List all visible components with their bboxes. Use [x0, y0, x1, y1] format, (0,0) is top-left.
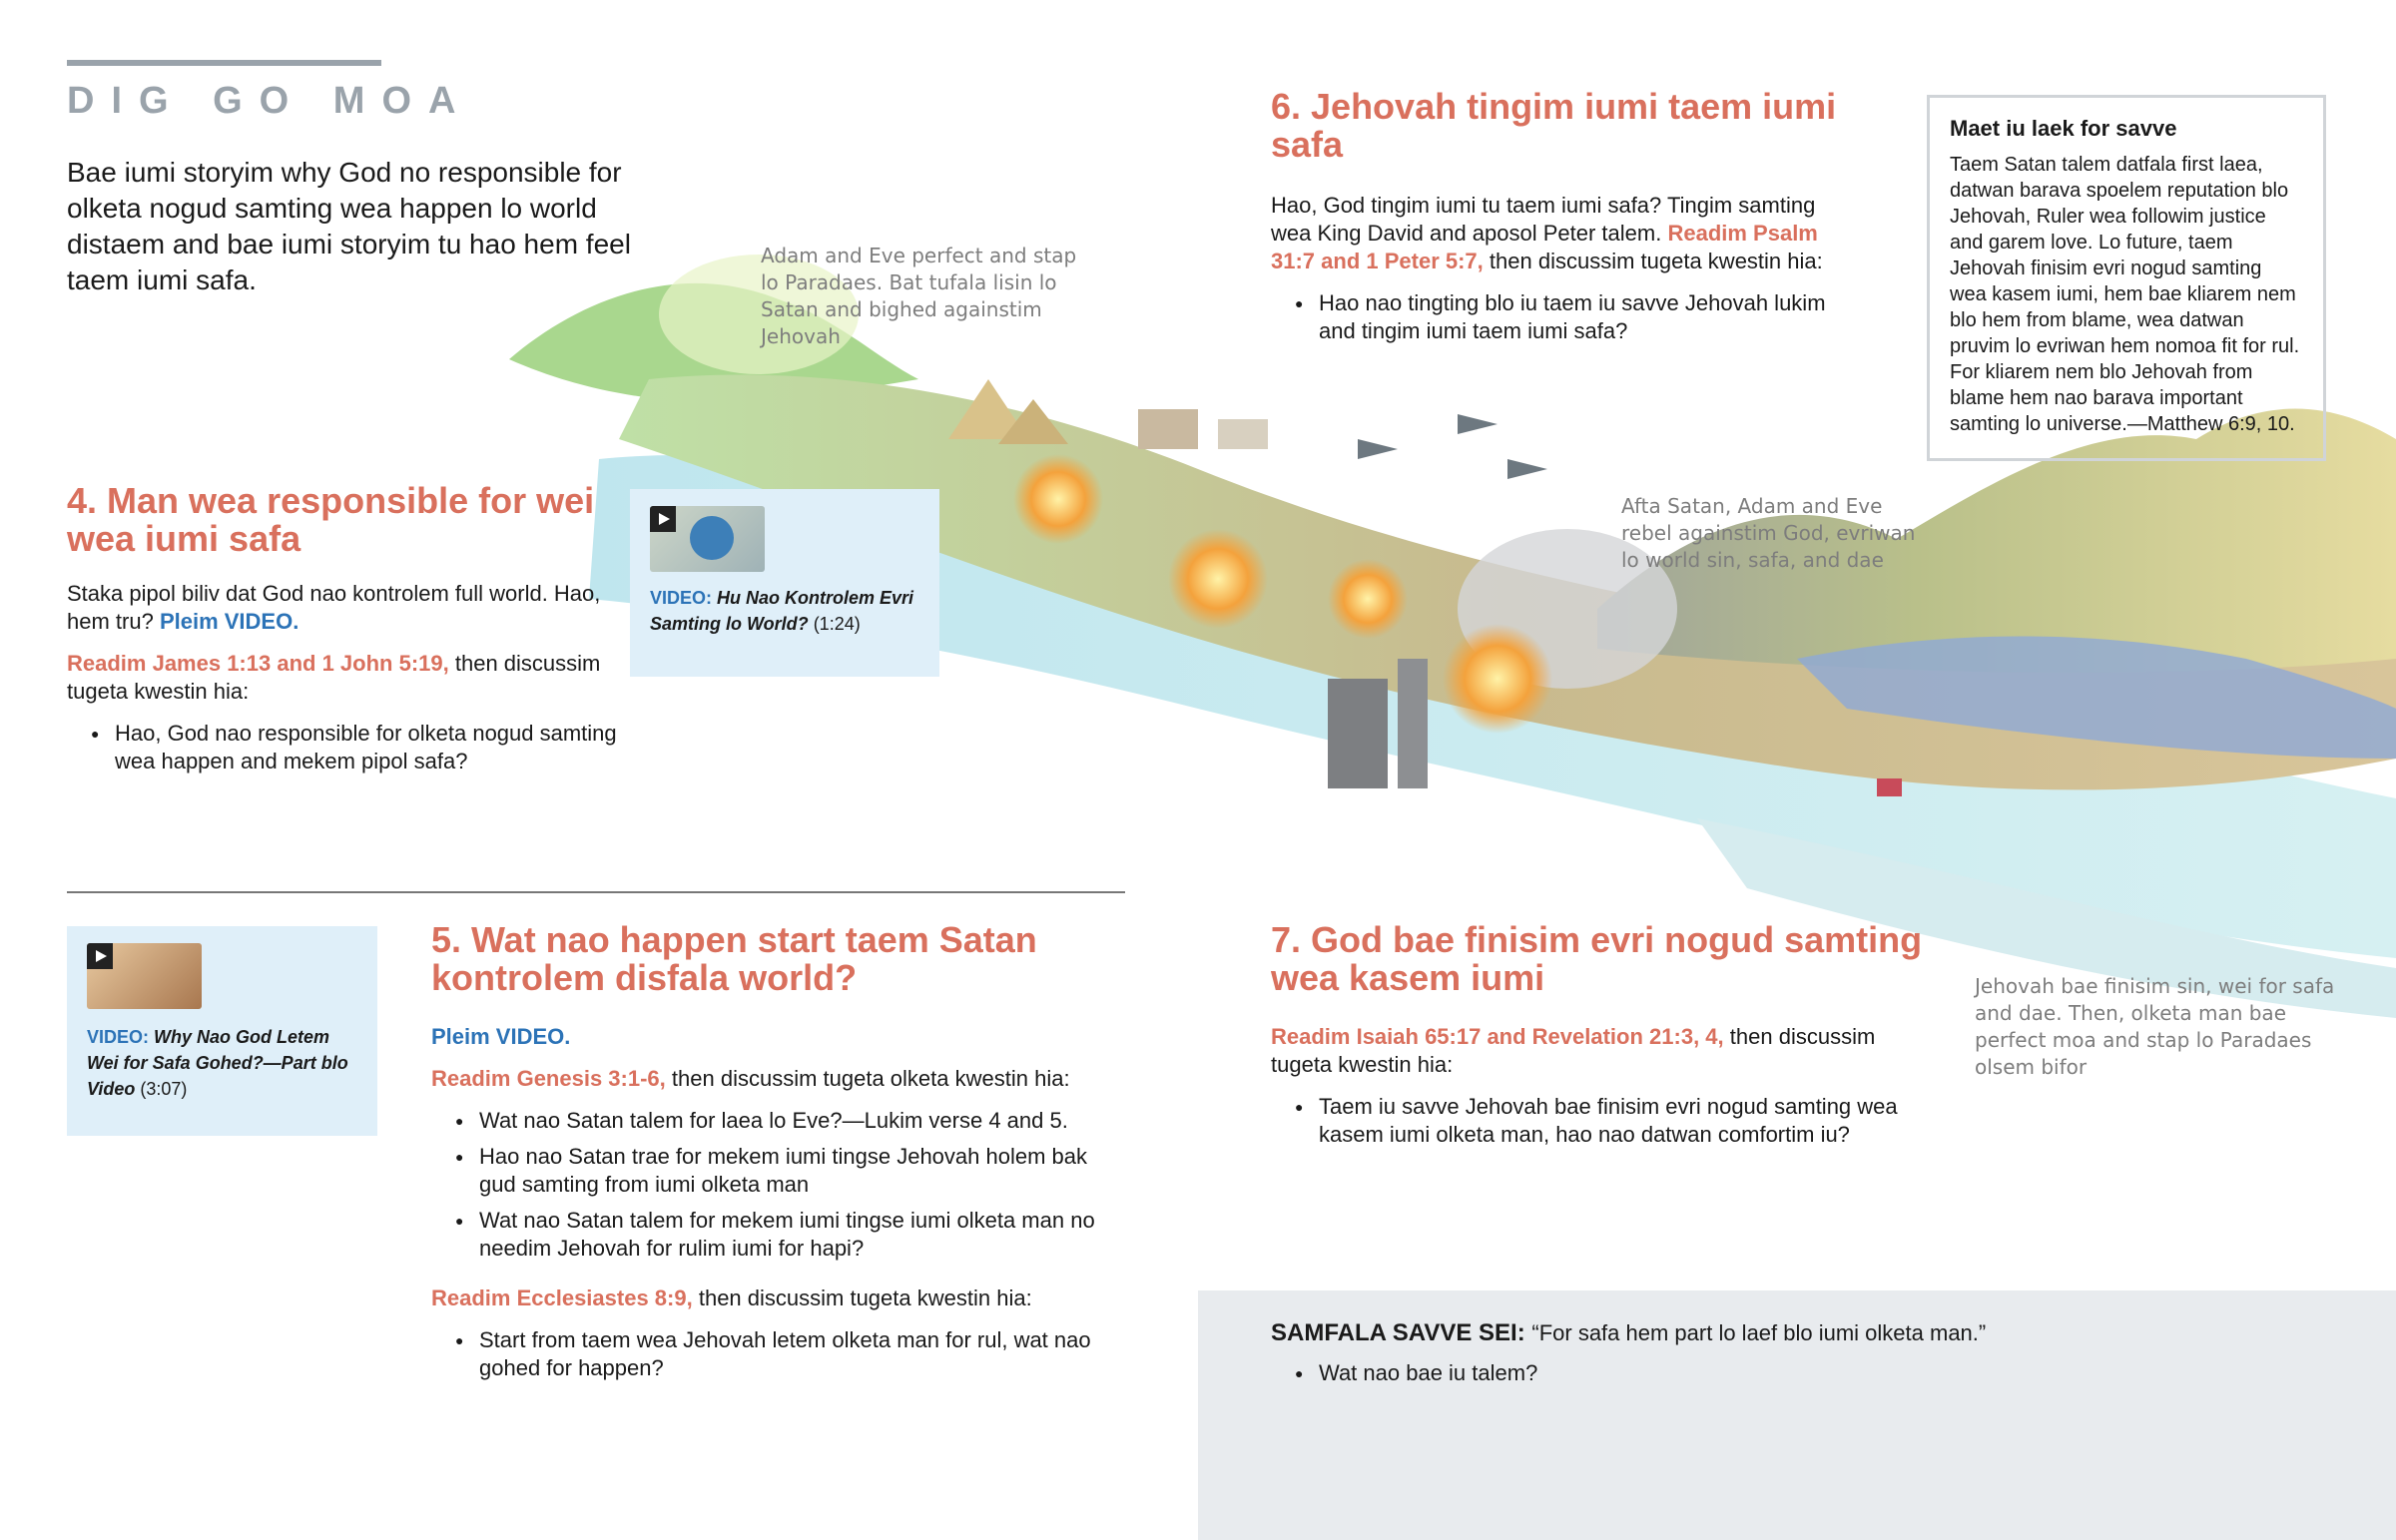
globe-icon [690, 516, 734, 560]
section-divider [67, 891, 1125, 893]
scripture-link[interactable]: Readim Genesis 3:1-6, [431, 1066, 666, 1091]
read-instruction: then discussim tugeta kwestin hia: [1489, 249, 1823, 273]
sidebar-body: Taem Satan talem datfala first laea, datwan barava spoelem reputation blo Jehovah, Ruler wea followim justice and garem love. Lo future, taem Jehovah finisim evri nogud samting wea kasem iumi, hem bae kliarem nem blo hem from blame, wea datwan pruvim lo evriwan hem nomoa fit for rul. For kliarem nem blo Jehovah from blame hem nao barava important samting lo universe.—Matthew 6:9, 10. [1950, 154, 2300, 435]
info-sidebar [1927, 95, 2326, 461]
question-item: ● Wat nao bae iu talem? [1271, 1359, 2349, 1387]
section-6 [1271, 88, 1860, 353]
highlight-label: SAMFALA SAVVE SEI: [1271, 1319, 1525, 1346]
question-item: ● Wat nao Satan talem for mekem iumi tingse iumi olketa man no needim Jehovah for rulim iumi for hapi? [431, 1207, 1110, 1263]
question-item: ● Hao nao Satan trae for mekem iumi tingse Jehovah holem bak gud samting from iumi olketa man [431, 1143, 1110, 1199]
header-rule [67, 60, 381, 66]
section-6-questions [1271, 289, 1860, 345]
sidebar-title: Maet iu laek for savve [1950, 116, 2177, 141]
scripture-link[interactable]: Readim Ecclesiastes 8:9, [431, 1285, 693, 1310]
highlight-box [1271, 1317, 2349, 1395]
play-icon[interactable] [87, 943, 113, 969]
section-7-heading: 7. God bae finisim evri nogud samting wea kasem iumi [1271, 919, 1923, 998]
video-card-4[interactable] [630, 489, 939, 677]
video-thumbnail[interactable] [87, 943, 202, 1009]
section-4 [67, 482, 626, 783]
video-card-5[interactable] [67, 926, 377, 1136]
section-5-questions-2 [431, 1326, 1110, 1382]
scripture-link[interactable]: Readim Isaiah 65:17 and Revelation 21:3, 4, [1271, 1024, 1724, 1049]
section-4-text [67, 580, 626, 636]
read-instruction: then discussim tugeta kwestin hia: [67, 651, 601, 704]
video-name: Why Nao God Letem Wei for Safa Gohed?—Part blo Video [87, 1027, 348, 1099]
highlight-questions [1271, 1359, 2349, 1387]
section-5-read1 [431, 1065, 1110, 1093]
highlight-line [1271, 1317, 2349, 1349]
section-label: DIG GO MOA [67, 80, 473, 122]
question-item: ● Wat nao Satan talem for laea lo Eve?—Lukim verse 4 and 5. [431, 1107, 1110, 1135]
caption-paradise: Jehovah bae finisim sin, wei for safa and dae. Then, olketa man bae perfect moa and stap lo Paradaes olsem bifor [1975, 974, 2335, 1079]
section-4-heading: 4. Man wea responsible for wei wea iumi safa [67, 480, 595, 559]
video-duration: (1:24) [813, 614, 861, 634]
section-6-heading: 6. Jehovah tingim iumi taem iumi safa [1271, 86, 1837, 165]
section-4-body: Staka pipol biliv dat God nao kontrolem full world. Hao, hem tru? [67, 581, 601, 634]
video-duration: (3:07) [140, 1079, 188, 1099]
play-video-link[interactable]: Pleim VIDEO. [159, 609, 300, 634]
question-item: ● Hao nao tingting blo iu taem iu savve Jehovah lukim and tingim iumi taem iumi safa? [1271, 289, 1860, 345]
section-7-read [1271, 1023, 1930, 1079]
scripture-link[interactable]: Readim James 1:13 and 1 John 5:19, [67, 651, 449, 676]
section-7 [1271, 921, 1930, 1157]
play-video-link[interactable]: Pleim VIDEO. [431, 1024, 571, 1049]
section-5-read2 [431, 1284, 1110, 1312]
section-5-questions-1 [431, 1107, 1110, 1263]
section-5 [431, 921, 1110, 1390]
video-title-5[interactable] [87, 1024, 361, 1102]
caption-rebellion: Afta Satan, Adam and Eve rebel againstim God, evriwan lo world sin, safa, and dae [1621, 494, 1916, 572]
read-instruction: then discussim tugeta olketa kwestin hia: [671, 1066, 1070, 1091]
section-4-read [67, 650, 626, 706]
video-name: Hu Nao Kontrolem Evri Samting lo World? [650, 588, 914, 634]
video-label: VIDEO: [87, 1027, 150, 1047]
section-4-questions [67, 720, 626, 775]
question-item: ● Taem iu savve Jehovah bae finisim evri nogud samting wea kasem iumi olketa man, hao nao datwan comfortim iu? [1271, 1093, 1930, 1149]
read-instruction: then discussim tugeta kwestin hia: [1271, 1024, 1876, 1077]
section-6-body: Hao, God tingim iumi tu taem iumi safa? Tingim samting wea King David and aposol Peter talem. [1271, 193, 1816, 246]
question-item: ● Hao, God nao responsible for olketa nogud samting wea happen and mekem pipol safa? [67, 720, 626, 775]
caption-eden: Adam and Eve perfect and stap lo Paradaes. Bat tufala lisin lo Satan and bighed againstim Jehovah [761, 244, 1077, 348]
intro-text: Bae iumi storyim why God no responsible for olketa nogud samting wea happen lo world distaem and bae iumi storyim tu hao hem feel taem iumi safa. [67, 157, 631, 295]
video-label: VIDEO: [650, 588, 713, 608]
section-6-text [1271, 192, 1860, 275]
video-thumbnail[interactable] [650, 506, 765, 572]
video-title-4[interactable] [650, 585, 919, 637]
scripture-link[interactable]: Readim Psalm 31:7 and 1 Peter 5:7, [1271, 221, 1818, 273]
section-7-questions [1271, 1093, 1930, 1149]
play-icon[interactable] [650, 506, 676, 532]
question-item: ● Start from taem wea Jehovah letem olketa man for rul, wat nao gohed for happen? [431, 1326, 1110, 1382]
highlight-quote: “For safa hem part lo laef blo iumi olketa man.” [1531, 1320, 1987, 1345]
section-5-play [431, 1023, 1110, 1051]
section-5-heading: 5. Wat nao happen start taem Satan kontrolem disfala world? [431, 919, 1037, 998]
read-instruction: then discussim tugeta kwestin hia: [698, 1285, 1032, 1310]
